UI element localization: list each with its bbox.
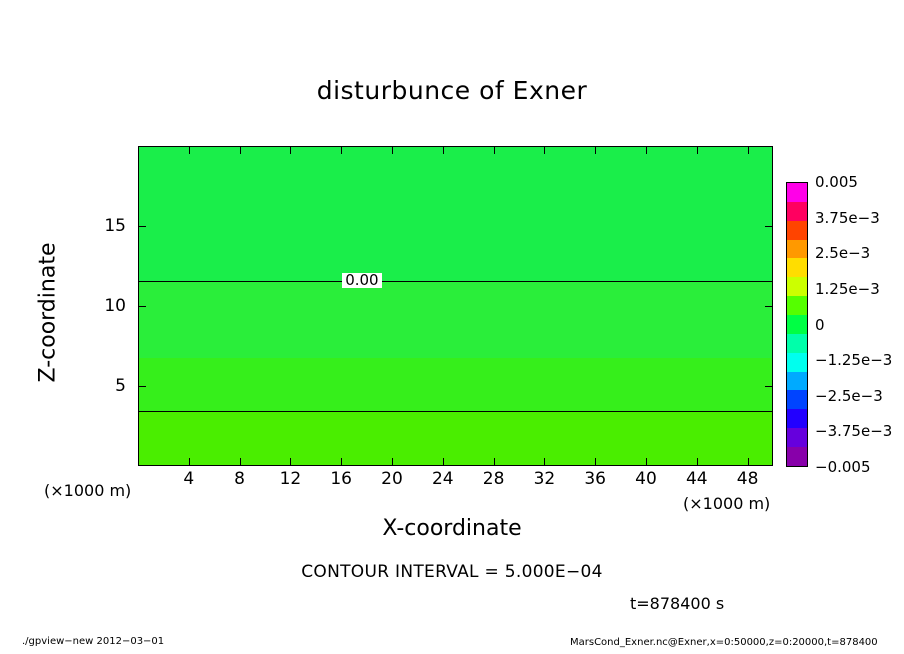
x-axis-tick-label: 36 bbox=[584, 469, 606, 489]
x-axis-tick bbox=[240, 146, 241, 154]
colorbar-cell bbox=[787, 334, 807, 353]
x-axis-tick bbox=[494, 458, 495, 466]
colorbar-cell bbox=[787, 428, 807, 447]
x-axis-tick bbox=[189, 458, 190, 466]
colorbar-cell bbox=[787, 258, 807, 277]
colorbar-cell bbox=[787, 315, 807, 334]
y-axis-tick bbox=[765, 226, 773, 227]
y-axis-tick bbox=[138, 226, 146, 227]
footer-right: MarsCond_Exner.nc@Exner,x=0:50000,z=0:20000,t=878400 bbox=[570, 637, 878, 648]
x-axis-tick bbox=[544, 146, 545, 154]
colorbar-tick-label: −0.005 bbox=[815, 458, 871, 476]
x-axis-tick-label: 4 bbox=[183, 469, 195, 489]
x-axis-tick-label: 44 bbox=[685, 469, 708, 489]
contour-band bbox=[139, 147, 772, 281]
y-axis-tick-label: 15 bbox=[104, 216, 126, 236]
x-axis-tick bbox=[240, 458, 241, 466]
x-axis-tick bbox=[290, 458, 291, 466]
x-axis-tick bbox=[392, 458, 393, 466]
x-axis-tick bbox=[595, 458, 596, 466]
x-axis-title: X-coordinate bbox=[382, 516, 522, 541]
y-axis-unit: (×1000 m) bbox=[44, 481, 132, 500]
x-axis-tick-label: 48 bbox=[736, 469, 759, 489]
contour-band bbox=[139, 358, 772, 411]
colorbar-tick-label: 2.5e−3 bbox=[815, 244, 871, 263]
y-axis-tick bbox=[765, 386, 773, 387]
contour-band bbox=[139, 281, 772, 358]
x-axis-tick bbox=[290, 146, 291, 154]
x-axis-tick bbox=[392, 146, 393, 154]
x-axis-tick bbox=[189, 146, 190, 154]
colorbar-cell bbox=[787, 183, 807, 202]
x-axis-tick bbox=[595, 146, 596, 154]
x-axis-tick-label: 28 bbox=[482, 469, 505, 489]
x-axis-tick bbox=[443, 458, 444, 466]
x-axis-tick bbox=[443, 146, 444, 154]
colorbar-cell bbox=[787, 277, 807, 296]
x-axis-tick bbox=[494, 146, 495, 154]
colorbar-cell bbox=[787, 296, 807, 315]
x-axis-tick-label: 40 bbox=[635, 469, 657, 489]
contour-line-label: 0.00 bbox=[342, 273, 381, 288]
contour-line bbox=[139, 411, 772, 412]
colorbar-tick-label: −3.75e−3 bbox=[815, 422, 893, 441]
page-title: disturbunce of Exner bbox=[316, 76, 588, 105]
y-axis-tick bbox=[765, 306, 773, 307]
y-axis-title: Z-coordinate bbox=[35, 242, 61, 383]
plot-area bbox=[138, 146, 773, 466]
x-axis-tick bbox=[748, 146, 749, 154]
x-axis-tick bbox=[341, 146, 342, 154]
colorbar-cell bbox=[787, 409, 807, 428]
time-annotation: t=878400 s bbox=[630, 594, 725, 613]
contour-band bbox=[139, 411, 772, 466]
y-axis-tick-label: 10 bbox=[104, 296, 126, 316]
colorbar bbox=[786, 182, 808, 467]
x-axis-unit: (×1000 m) bbox=[683, 494, 771, 513]
x-axis-tick bbox=[748, 458, 749, 466]
colorbar-tick-label: 0 bbox=[815, 315, 825, 334]
colorbar-tick-label: 1.25e−3 bbox=[815, 279, 880, 298]
x-axis-tick bbox=[697, 146, 698, 154]
contour-line bbox=[139, 281, 772, 282]
x-axis-tick-label: 32 bbox=[533, 469, 556, 489]
contour-interval-note: CONTOUR INTERVAL = 5.000E−04 bbox=[301, 562, 603, 582]
colorbar-cell bbox=[787, 240, 807, 259]
colorbar-tick-label: −1.25e−3 bbox=[815, 351, 893, 370]
x-axis-tick bbox=[646, 458, 647, 466]
y-axis-tick bbox=[138, 386, 146, 387]
x-axis-tick bbox=[646, 146, 647, 154]
colorbar-tick-label: 0.005 bbox=[815, 173, 858, 191]
colorbar-cell bbox=[787, 447, 807, 466]
x-axis-tick bbox=[544, 458, 545, 466]
colorbar-tick-label: 3.75e−3 bbox=[815, 208, 880, 227]
colorbar-cell bbox=[787, 221, 807, 240]
x-axis-tick-label: 16 bbox=[330, 469, 352, 489]
colorbar-tick-label: −2.5e−3 bbox=[815, 386, 883, 405]
x-axis-tick bbox=[697, 458, 698, 466]
y-axis-tick-label: 5 bbox=[115, 376, 126, 396]
colorbar-cell bbox=[787, 202, 807, 221]
colorbar-cell bbox=[787, 390, 807, 409]
x-axis-tick-label: 24 bbox=[431, 469, 454, 489]
y-axis-tick bbox=[138, 306, 146, 307]
x-axis-tick-label: 12 bbox=[279, 469, 302, 489]
colorbar-cell bbox=[787, 353, 807, 372]
footer-left: ./gpview−new 2012−03−01 bbox=[22, 636, 165, 647]
x-axis-tick-label: 20 bbox=[381, 469, 403, 489]
x-axis-tick-label: 8 bbox=[234, 469, 245, 489]
colorbar-cell bbox=[787, 372, 807, 391]
x-axis-tick bbox=[341, 458, 342, 466]
